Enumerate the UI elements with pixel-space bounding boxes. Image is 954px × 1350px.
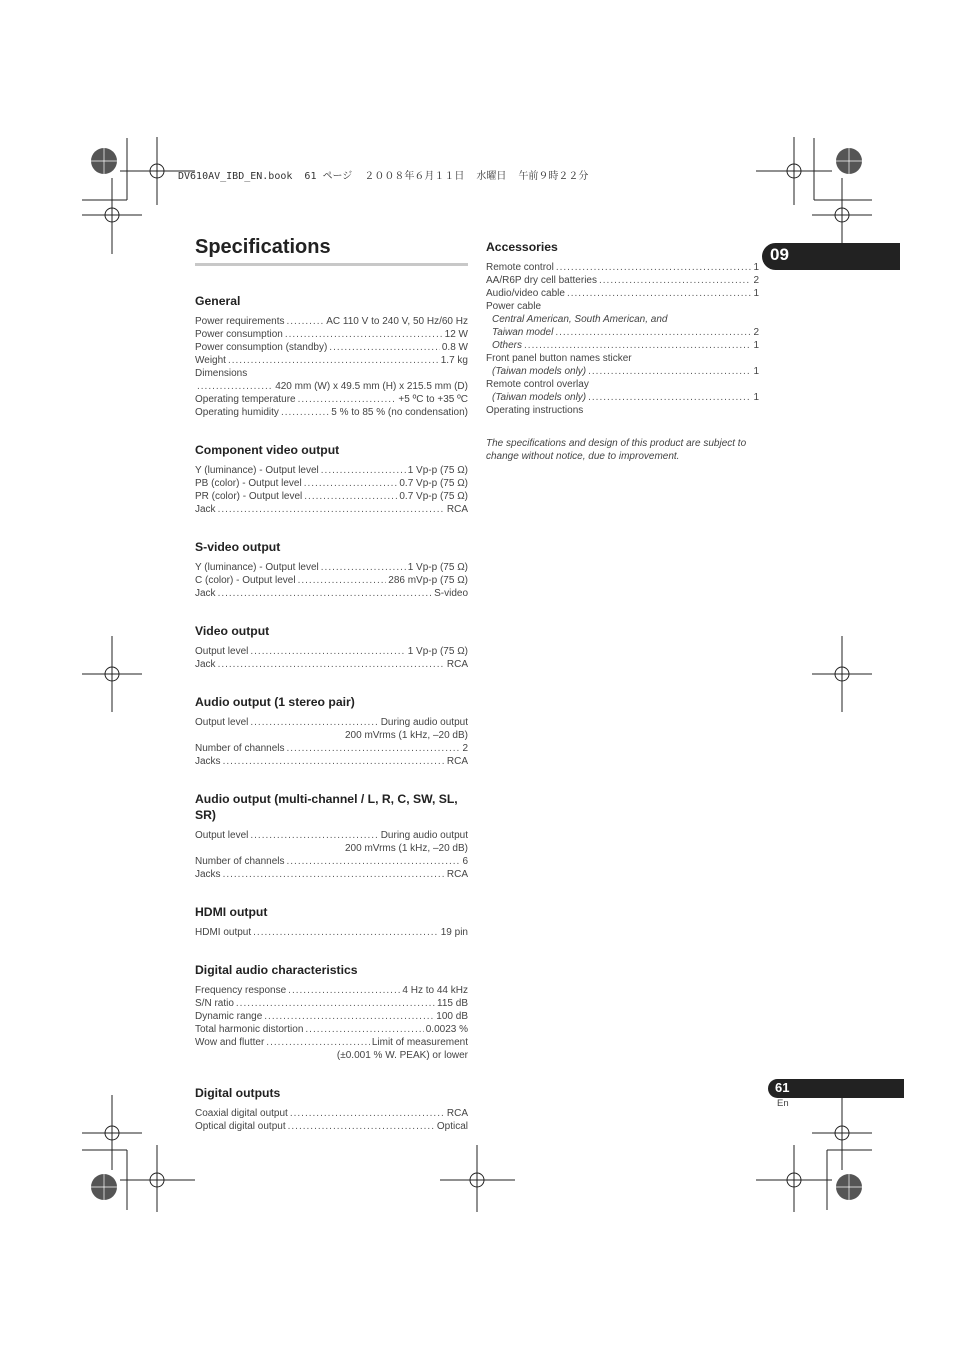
spec-label: Jack (195, 588, 216, 599)
left-column (195, 236, 468, 1133)
spec-value: 1 Vp-p (75 Ω) (407, 562, 468, 573)
accessory-qty: 2 (753, 275, 759, 286)
spec-value: 0.7 Vp-p (75 Ω) (399, 478, 468, 489)
section-title: Audio output (1 stereo pair) (195, 695, 355, 709)
spec-label: Output level (195, 830, 249, 841)
dot-leader (524, 339, 751, 352)
spec-label: Dimensions (195, 368, 248, 379)
spec-value: 115 dB (437, 998, 468, 1009)
spec-label: Jack (195, 504, 216, 515)
spec-label: Power consumption (195, 329, 283, 340)
spec-label: Operating temperature (195, 394, 296, 405)
page-number: 61 (775, 1080, 790, 1095)
spec-value: RCA (446, 659, 468, 670)
section-title: Component video output (195, 443, 340, 457)
dot-leader (228, 354, 439, 367)
spec-value: AC 110 V to 240 V, 50 Hz/60 Hz (326, 316, 468, 327)
dot-leader (304, 477, 398, 490)
spec-value: 286 mVp-p (75 Ω) (388, 575, 468, 586)
spec-label: PR (color) - Output level (195, 491, 303, 502)
dot-leader (567, 287, 751, 300)
section-title: Digital outputs (195, 1086, 281, 1100)
dot-leader (555, 326, 751, 339)
spec-section (195, 904, 468, 939)
spec-row (195, 315, 468, 328)
accessory-qty: 1 (753, 392, 759, 403)
dot-leader (556, 261, 752, 274)
spec-value: 0.7 Vp-p (75 Ω) (399, 491, 468, 502)
accessory-label: AA/R6P dry cell batteries (486, 275, 597, 286)
dot-leader (288, 1120, 435, 1133)
disclaimer-note: The specifications and design of this product are subject to change without notice, due to improvement. (486, 438, 747, 462)
spec-section (195, 539, 468, 600)
spec-value: RCA (446, 869, 468, 880)
accessory-label: Power cable (486, 301, 542, 312)
dot-leader (197, 380, 273, 393)
section-title: S-video output (195, 540, 281, 554)
spec-label: C (color) - Output level (195, 575, 296, 586)
section-title: Video output (195, 624, 270, 638)
dot-leader (223, 755, 445, 768)
dot-leader (287, 855, 461, 868)
spec-label: Number of channels (195, 743, 285, 754)
spec-row (195, 1107, 468, 1120)
spec-row (195, 328, 468, 341)
accessory-qty: 2 (753, 327, 759, 338)
spec-label: Output level (195, 646, 249, 657)
spec-row (195, 645, 468, 658)
accessory-label: Central American, South American, and (492, 314, 668, 325)
spec-row (195, 997, 468, 1010)
spec-value: RCA (446, 1108, 468, 1119)
dot-leader (298, 393, 397, 406)
section-title: Digital audio characteristics (195, 963, 358, 977)
dot-leader (599, 274, 751, 287)
accessory-row (486, 339, 759, 352)
spec-label: Frequency response (195, 985, 287, 996)
spec-row (195, 1120, 468, 1133)
spec-label: HDMI output (195, 927, 252, 938)
right-column (486, 240, 759, 463)
dot-leader (321, 561, 406, 574)
dot-leader (588, 391, 751, 404)
dot-leader (286, 315, 324, 328)
accessory-row (486, 391, 759, 404)
spec-label: Power consumption (standby) (195, 342, 328, 353)
spec-value: +5 ºC to +35 ºC (398, 394, 468, 405)
spec-value: 1.7 kg (440, 355, 468, 366)
spec-value: 6 (462, 856, 468, 867)
accessory-label: Audio/video cable (486, 288, 565, 299)
spec-value: 2 (462, 743, 468, 754)
dot-leader (285, 328, 443, 341)
section-title: General (195, 294, 241, 308)
spec-row (195, 574, 468, 587)
page-language: En (777, 1098, 789, 1109)
dot-leader (588, 365, 751, 378)
dot-leader (264, 1010, 434, 1023)
accessory-row (486, 287, 759, 300)
accessory-row (486, 261, 759, 274)
dot-leader (287, 742, 461, 755)
spec-row (195, 1010, 468, 1023)
spec-value-continued: (±0.001 % W. PEAK) or lower (336, 1050, 468, 1061)
spec-section (195, 791, 468, 881)
accessories-list (486, 261, 759, 417)
spec-label: Power requirements (195, 316, 285, 327)
spec-label: Dynamic range (195, 1011, 263, 1022)
dot-leader (236, 997, 435, 1010)
dot-leader (218, 587, 433, 600)
dot-leader (253, 926, 439, 939)
accessory-qty: 1 (753, 366, 759, 377)
spec-label: Coaxial digital output (195, 1108, 288, 1119)
spec-value-continued: 200 mVrms (1 kHz, –20 dB) (344, 843, 468, 854)
spec-value: Limit of measurement (371, 1037, 468, 1048)
dot-leader (266, 1036, 370, 1049)
spec-row (195, 561, 468, 574)
spec-value: 19 pin (440, 927, 468, 938)
spec-value: 4 Hz to 44 kHz (402, 985, 468, 996)
spec-row (195, 380, 468, 393)
spec-row (195, 587, 468, 600)
dot-leader (298, 574, 387, 587)
book-header: DV610AV_IBD_EN.book 61 ページ ２００８年６月１１日 水曜日 午前９時２２分 (178, 171, 589, 182)
chapter-number: 09 (770, 245, 789, 264)
spec-row (195, 477, 468, 490)
page-title: Specifications (195, 236, 468, 266)
spec-value: 12 W (444, 329, 468, 340)
spec-row (195, 658, 468, 671)
spec-row (195, 926, 468, 939)
dot-leader (218, 658, 445, 671)
accessories-title: Accessories (486, 240, 558, 254)
spec-label: Jacks (195, 756, 221, 767)
dot-leader (304, 490, 397, 503)
spec-row (195, 341, 468, 354)
spec-row (195, 406, 468, 419)
accessory-label: Remote control (486, 262, 554, 273)
spec-label: Operating humidity (195, 407, 279, 418)
spec-row (195, 868, 468, 881)
accessory-row (486, 326, 759, 339)
dot-leader (250, 716, 378, 729)
spec-value: 420 mm (W) x 49.5 mm (H) x 215.5 mm (D) (275, 381, 468, 392)
spec-row (195, 503, 468, 516)
accessory-qty: 1 (753, 288, 759, 299)
spec-value: 0.8 W (441, 342, 468, 353)
spec-row (195, 1023, 468, 1036)
spec-value: RCA (446, 504, 468, 515)
spec-value: S-video (434, 588, 468, 599)
dot-leader (290, 1107, 445, 1120)
spec-row (195, 755, 468, 768)
dot-leader (321, 464, 406, 477)
spec-section (195, 1085, 468, 1133)
dot-leader (329, 341, 440, 354)
dot-leader (250, 829, 378, 842)
spec-value: During audio output (380, 830, 468, 841)
spec-row (195, 855, 468, 868)
spec-label: Y (luminance) - Output level (195, 465, 319, 476)
dot-leader (218, 503, 445, 516)
accessory-label: (Taiwan models only) (492, 392, 587, 403)
spec-label: S/N ratio (195, 998, 234, 1009)
accessory-qty: 1 (753, 262, 759, 273)
spec-value: Optical (436, 1121, 468, 1132)
spec-label: PB (color) - Output level (195, 478, 302, 489)
spec-section (195, 962, 468, 1062)
accessory-label: Operating instructions (486, 405, 584, 416)
spec-label: Number of channels (195, 856, 285, 867)
accessory-label: Front panel button names sticker (486, 353, 632, 364)
spec-value: 1 Vp-p (75 Ω) (407, 646, 468, 657)
dot-leader (223, 868, 445, 881)
spec-label: Optical digital output (195, 1121, 286, 1132)
dot-leader (305, 1023, 423, 1036)
spec-row (195, 829, 468, 842)
spec-row (195, 742, 468, 755)
spec-row (195, 984, 468, 997)
spec-label: Total harmonic distortion (195, 1024, 304, 1035)
spec-row (195, 716, 468, 729)
spec-label: Jacks (195, 869, 221, 880)
spec-section (195, 623, 468, 671)
spec-label: Y (luminance) - Output level (195, 562, 319, 573)
spec-value: 1 Vp-p (75 Ω) (407, 465, 468, 476)
spec-label: Output level (195, 717, 249, 728)
spec-row (195, 490, 468, 503)
spec-row (195, 1036, 468, 1049)
spec-value: 100 dB (436, 1011, 468, 1022)
dot-leader (281, 406, 329, 419)
spec-row (195, 354, 468, 367)
spec-section (195, 694, 468, 768)
spec-value: RCA (446, 756, 468, 767)
accessory-label: Others (492, 340, 523, 351)
spec-sections (195, 293, 468, 1133)
spec-value-continued: 200 mVrms (1 kHz, –20 dB) (344, 730, 468, 741)
accessory-qty: 1 (753, 340, 759, 351)
spec-row (195, 464, 468, 477)
spec-label: Wow and flutter (195, 1037, 265, 1048)
accessory-label: (Taiwan models only) (492, 366, 587, 377)
spec-section (195, 442, 468, 516)
accessory-label: Remote control overlay (486, 379, 589, 390)
spec-value: During audio output (380, 717, 468, 728)
spec-label: Jack (195, 659, 216, 670)
dot-leader (288, 984, 400, 997)
spec-value: 5 % to 85 % (no condensation) (331, 407, 468, 418)
spec-label: Weight (195, 355, 226, 366)
accessory-label: Taiwan model (492, 327, 554, 338)
spec-value: 0.0023 % (425, 1024, 468, 1035)
section-title: HDMI output (195, 905, 268, 919)
accessory-row (486, 365, 759, 378)
spec-row (195, 393, 468, 406)
section-title: Audio output (multi-channel / L, R, C, SW, SL, SR) (195, 792, 458, 822)
spec-section (195, 293, 468, 419)
accessory-row (486, 274, 759, 287)
dot-leader (250, 645, 405, 658)
